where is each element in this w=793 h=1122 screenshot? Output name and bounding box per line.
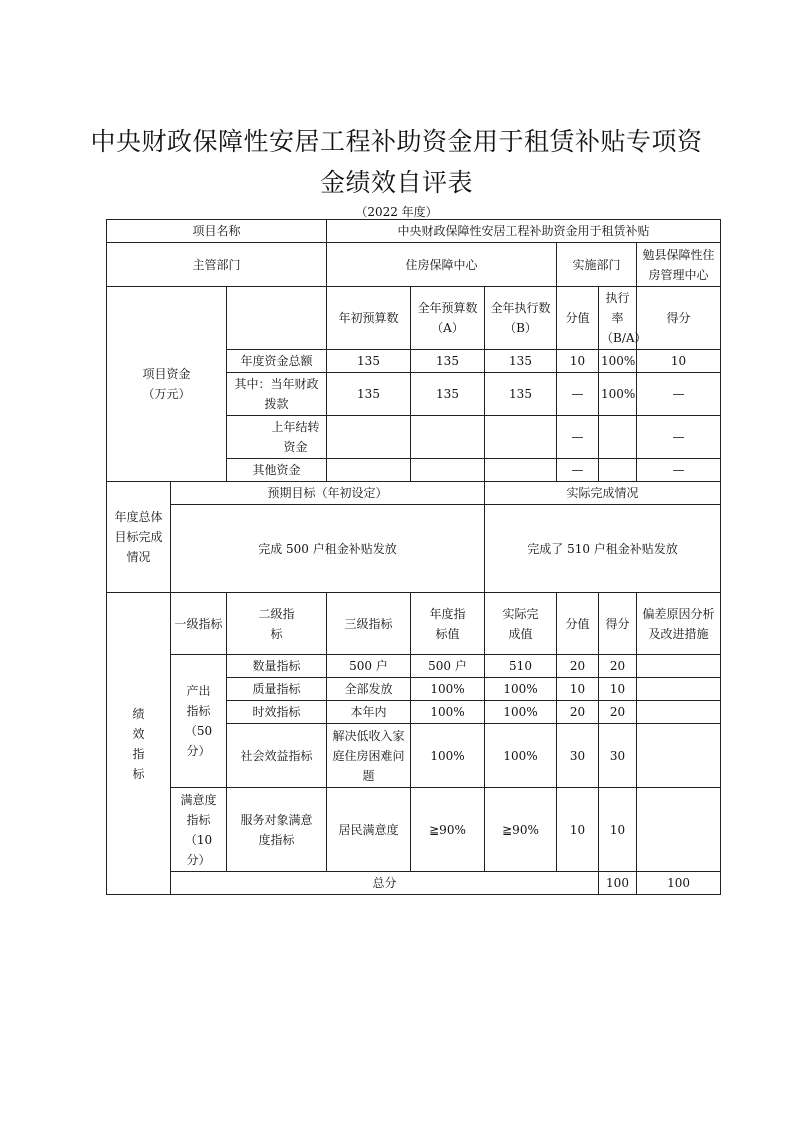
fund-label: 年度资金总额 bbox=[227, 350, 327, 373]
fund-exec: 135 bbox=[485, 350, 557, 373]
indicator-header-level2: 二级指标 bbox=[227, 593, 327, 655]
indicator-actual: 100% bbox=[485, 701, 557, 724]
project-name-label: 项目名称 bbox=[107, 220, 327, 243]
fund-rate bbox=[599, 459, 637, 482]
indicator-header-score: 得分 bbox=[599, 593, 637, 655]
fund-score-value: — bbox=[557, 373, 599, 416]
indicator-target: 100% bbox=[411, 724, 485, 788]
funds-header-score: 得分 bbox=[637, 287, 721, 350]
indicator-score: 20 bbox=[599, 655, 637, 678]
fund-score-value: — bbox=[557, 459, 599, 482]
indicator-reason bbox=[637, 788, 721, 872]
indicator-actual: 100% bbox=[485, 724, 557, 788]
indicator-reason bbox=[637, 655, 721, 678]
indicator-target: 100% bbox=[411, 701, 485, 724]
fund-exec bbox=[485, 459, 557, 482]
funds-header-rate: 执行率（B/A） bbox=[599, 287, 637, 350]
total-label: 总分 bbox=[171, 872, 599, 895]
indicator-header-actual: 实际完成值 bbox=[485, 593, 557, 655]
goal-expected: 完成 500 户租金补贴发放 bbox=[171, 505, 485, 593]
indicator-header-level3: 三级指标 bbox=[327, 593, 411, 655]
fund-label: 上年结转资金 bbox=[227, 416, 327, 459]
fund-score: — bbox=[637, 373, 721, 416]
project-name-row bbox=[107, 220, 721, 243]
fund-exec bbox=[485, 416, 557, 459]
indicator-level3: 居民满意度 bbox=[327, 788, 411, 872]
total-score: 100 bbox=[637, 872, 721, 895]
goal-header-row bbox=[107, 482, 721, 505]
goal-label: 年度总体目标完成情况 bbox=[107, 482, 171, 593]
fund-label: 其中：当年财政拨款 bbox=[227, 373, 327, 416]
indicator-level3: 全部发放 bbox=[327, 678, 411, 701]
funds-header-init: 年初预算数 bbox=[327, 287, 411, 350]
document-title-line1: 中央财政保障性安居工程补助资金用于租赁补贴专项资 bbox=[90, 127, 703, 156]
indicator-reason bbox=[637, 701, 721, 724]
fund-exec: 135 bbox=[485, 373, 557, 416]
output-indicator-label: 产出指标（50分） bbox=[171, 655, 227, 788]
funds-label: 项目资金 （万元） bbox=[107, 287, 227, 482]
indicator-score: 20 bbox=[599, 701, 637, 724]
indicator-score: 10 bbox=[599, 678, 637, 701]
fund-score-value: 10 bbox=[557, 350, 599, 373]
indicator-header-level1: 一级指标 bbox=[171, 593, 227, 655]
fund-budget: 135 bbox=[411, 373, 485, 416]
fund-budget bbox=[411, 416, 485, 459]
indicator-level3: 本年内 bbox=[327, 701, 411, 724]
fund-init bbox=[327, 459, 411, 482]
fund-score: — bbox=[637, 416, 721, 459]
impl-label: 实施部门 bbox=[557, 243, 637, 287]
indicator-level2: 时效指标 bbox=[227, 701, 327, 724]
funds-header-value: 分值 bbox=[557, 287, 599, 350]
document-title-line2: 金绩效自评表 bbox=[319, 168, 473, 197]
goal-expected-header: 预期目标（年初设定） bbox=[171, 482, 485, 505]
indicator-value: 10 bbox=[557, 788, 599, 872]
indicator-header-reason: 偏差原因分析及改进措施 bbox=[637, 593, 721, 655]
impl-value: 勉县保障性住房管理中心 bbox=[637, 243, 721, 287]
fund-budget bbox=[411, 459, 485, 482]
indicator-value: 10 bbox=[557, 678, 599, 701]
project-name-value: 中央财政保障性安居工程补助资金用于租赁补贴 bbox=[327, 220, 721, 243]
goal-actual: 完成了 510 户租金补贴发放 bbox=[485, 505, 721, 593]
department-row bbox=[107, 243, 721, 287]
indicator-reason bbox=[637, 724, 721, 788]
fund-rate: 100% bbox=[599, 350, 637, 373]
indicator-row-quantity bbox=[107, 655, 721, 678]
funds-header-exec: 全年执行数（B） bbox=[485, 287, 557, 350]
fund-score: — bbox=[637, 459, 721, 482]
goal-content-row bbox=[107, 505, 721, 593]
indicator-target: ≧90% bbox=[411, 788, 485, 872]
document-year: （2022 年度） bbox=[355, 205, 438, 219]
dept-label: 主管部门 bbox=[107, 243, 327, 287]
total-value: 100 bbox=[599, 872, 637, 895]
indicator-header-row bbox=[107, 593, 721, 655]
funds-header-budget: 全年预算数（A） bbox=[411, 287, 485, 350]
fund-score: 10 bbox=[637, 350, 721, 373]
funds-header-row bbox=[107, 287, 721, 350]
indicator-score: 10 bbox=[599, 788, 637, 872]
goal-actual-header: 实际完成情况 bbox=[485, 482, 721, 505]
indicator-value: 20 bbox=[557, 701, 599, 724]
indicator-level2: 服务对象满意度指标 bbox=[227, 788, 327, 872]
fund-init bbox=[327, 416, 411, 459]
indicator-reason bbox=[637, 678, 721, 701]
indicator-target: 500 户 bbox=[411, 655, 485, 678]
indicator-row-satisfaction bbox=[107, 788, 721, 872]
satisfaction-indicator-label: 满意度指标（10分） bbox=[171, 788, 227, 872]
indicator-actual: 510 bbox=[485, 655, 557, 678]
fund-rate bbox=[599, 416, 637, 459]
fund-init: 135 bbox=[327, 373, 411, 416]
self-evaluation-table bbox=[106, 219, 721, 895]
indicator-level3: 500 户 bbox=[327, 655, 411, 678]
indicators-label: 绩效指标 bbox=[107, 593, 171, 895]
fund-init: 135 bbox=[327, 350, 411, 373]
dept-value: 住房保障中心 bbox=[327, 243, 557, 287]
fund-rate: 100% bbox=[599, 373, 637, 416]
indicator-header-value: 分值 bbox=[557, 593, 599, 655]
indicator-level2: 数量指标 bbox=[227, 655, 327, 678]
indicator-header-target: 年度指标值 bbox=[411, 593, 485, 655]
indicator-value: 20 bbox=[557, 655, 599, 678]
indicator-level3: 解决低收入家庭住房困难问题 bbox=[327, 724, 411, 788]
indicator-level2: 社会效益指标 bbox=[227, 724, 327, 788]
indicator-level2: 质量指标 bbox=[227, 678, 327, 701]
total-row bbox=[107, 872, 721, 895]
indicator-value: 30 bbox=[557, 724, 599, 788]
fund-budget: 135 bbox=[411, 350, 485, 373]
indicator-score: 30 bbox=[599, 724, 637, 788]
indicator-actual: 100% bbox=[485, 678, 557, 701]
fund-label: 其他资金 bbox=[227, 459, 327, 482]
indicator-target: 100% bbox=[411, 678, 485, 701]
indicator-actual: ≧90% bbox=[485, 788, 557, 872]
funds-header-blank bbox=[227, 287, 327, 350]
fund-score-value: — bbox=[557, 416, 599, 459]
